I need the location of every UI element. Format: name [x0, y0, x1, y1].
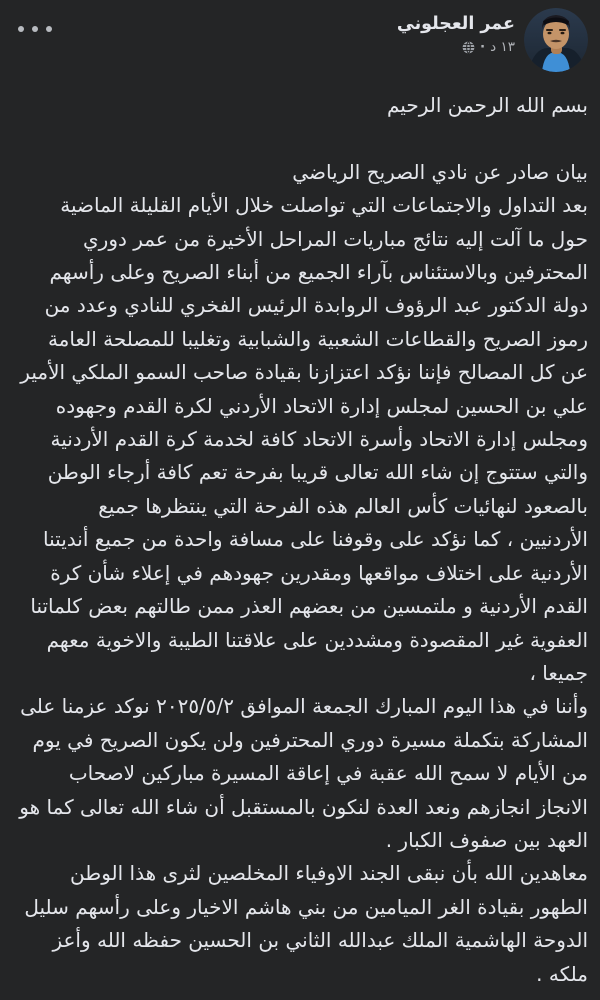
post-header	[0, 0, 600, 72]
meta-separator: ·	[480, 39, 486, 55]
post-line: حول ما آلت إليه نتائج مباريات المراحل الأخيرة من عمر دوري	[83, 226, 588, 251]
post-line: ومجلس إدارة الاتحاد وأسرة الاتحاد كافة لخدمة كرة القدم الأردنية	[50, 427, 588, 452]
post-line: وأننا في هذا اليوم المبارك الجمعة الموافق ٢٠٢٥/٥/٢ نوكد عزمنا على	[20, 694, 588, 719]
avatar-photo	[524, 8, 588, 72]
post-line: علي بن الحسين لمجلس إدارة الاتحاد الأردني لكرة القدم وجهوده	[55, 393, 588, 418]
post-text	[0, 72, 600, 991]
post-line: عن كل المصالح فإننا نؤكد اعتزازنا بقيادة صاحب السمو الملكي الأمير	[20, 360, 588, 385]
post-line: دولة الدكتور عبد الرؤوف الروابدة الرئيس الفخري للنادي وعدد من	[44, 293, 588, 318]
post-line: الانجاز انجازهم ونعد العدة لنكون بالمستقبل أن شاء الله تعالى كما هو	[19, 794, 588, 819]
timestamp: ١٣ د	[490, 39, 515, 55]
post-meta[interactable]	[397, 39, 515, 55]
post-line: بعد التداول والاجتماعات التي تواصلت خلال الأيام القليلة الماضية	[60, 193, 588, 218]
post-line	[12, 122, 588, 155]
post-line: الدوحة الهاشمية الملك عبدالله الثاني بن الحسين حفظه الله وأعز	[52, 928, 588, 953]
three-dots-icon	[46, 26, 52, 32]
post-line: بيان صادر عن نادي الصريح الرياضي	[292, 159, 588, 184]
post-line: من الأيام لا سمح الله عقبة في إعاقة المسيرة مباركين لاصحاب	[68, 761, 588, 786]
author-name[interactable]: عمر العجلوني	[396, 14, 515, 34]
post-line: بسم الله الرحمن الرحيم	[386, 93, 588, 117]
post-line: المشاركة بتكملة مسيرة دوري المحترفين ولن يكون الصريح في يوم	[32, 727, 588, 752]
post-line: ملكه .	[536, 961, 588, 986]
post-line: معاهدين الله بأن نبقى الجند الاوفياء المخلصين لثرى هذا الوطن	[70, 861, 588, 886]
more-options-button[interactable]	[12, 16, 58, 42]
header-info	[397, 8, 515, 55]
post-line: الأردنية على اختلاف مواقعها ومقدرين جهودهم في إعلاء شأن كرة	[50, 560, 588, 585]
post-line: رموز الصريح والقطاعات الشعبية والشبابية وتغليبا للمصلحة العامة	[47, 326, 588, 351]
three-dots-icon	[32, 26, 38, 32]
avatar[interactable]	[524, 8, 588, 72]
three-dots-icon	[18, 26, 24, 32]
post-line: والتي ستتوج إن شاء الله تعالى قريبا بفرحة تعم كافة أرجاء الوطن	[47, 460, 588, 485]
post-line: بالصعود لنهائيات كأس العالم هذه الفرحة التي ينتظرها جميع	[98, 493, 588, 518]
post-line: العهد بين صفوف الكبار .	[385, 827, 588, 852]
post-line: المحترفين وبالاستئناس بآراء الجميع من أبناء الصريح وعلى رأسهم	[49, 260, 588, 285]
post-line: العفوية غير المقصودة ومشددين على علاقتنا الطيبة والاخوية معهم	[46, 627, 588, 652]
globe-icon	[462, 41, 475, 54]
post-line: الأردنيين ، كما نؤكد على وقوفنا على مسافة واحدة من جميع أنديتنا	[43, 527, 588, 552]
post-line: الطهور بقيادة الغر الميامين من بني هاشم الاخيار وعلى رأسهم سليل	[24, 894, 588, 919]
post-line: القدم الأردنية و ملتمسين من بعضهم العذر ممن طالتهم بعض كلماتنا	[30, 594, 588, 619]
post-line: جميعا ،	[529, 660, 588, 685]
